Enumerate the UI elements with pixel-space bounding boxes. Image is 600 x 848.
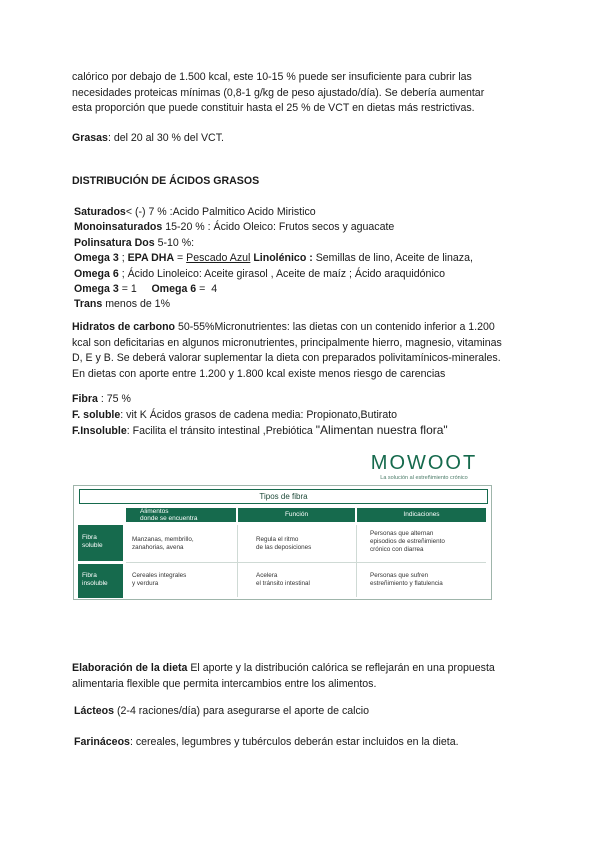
hidratos-text-1: 50-55%Micronutrientes: las dietas con un contenido inferior a 1.200	[175, 321, 495, 333]
pescado-azul-text: Pescado Azul	[186, 252, 251, 265]
saturados-text: < (-) 7 % :Acido Palmitico Acido Miristico	[125, 206, 316, 218]
row2-label-line-1: Fibra	[82, 572, 97, 579]
hidratos-line-2: kcal son deficitarias en algunos micronutrientes, principalmente hierro, magnesio, vitaminas	[72, 336, 502, 349]
fibra-text: : 75 %	[97, 393, 131, 405]
omega6-text: ; Ácido Linoleico: Aceite girasol , Aceite de maíz ; Ácido araquidónico	[118, 267, 445, 280]
row2-func-line-2: el tránsito intestinal	[256, 580, 310, 587]
mono-label: Monoinsaturados	[74, 221, 163, 234]
logo-wordmark: MOWOOT	[370, 452, 478, 474]
farinaceos-text: : cereales, legumbres y tubérculos deberán estar incluidos en la dieta.	[129, 736, 459, 748]
elaboracion-line-1	[72, 661, 532, 677]
row1-indicaciones	[370, 530, 445, 554]
polinsaturados-line	[74, 236, 534, 251]
elaboracion-paragraph	[72, 661, 532, 692]
row-label-fibra-insoluble	[78, 564, 123, 598]
row2-func-line-1: Acelera	[256, 572, 278, 579]
row2-funcion	[256, 572, 310, 588]
header-alimentos	[126, 508, 236, 522]
epa-eq: =	[174, 252, 187, 265]
monoinsaturados-line	[74, 220, 534, 235]
header-alimentos-line-1: Alimentos	[140, 508, 169, 515]
farinaceos-paragraph	[74, 735, 534, 751]
mono-text: 15-20 % : Ácido Oleico: Frutos secos y aguacate	[162, 221, 395, 234]
omega3-line	[74, 251, 534, 266]
fibra-soluble-text: : vit K Ácidos grasos de cadena media: Propionato,Butirato	[120, 408, 398, 421]
row-label-fibra-soluble	[78, 525, 123, 561]
trans-label: Trans	[74, 298, 103, 311]
hidratos-line-1	[72, 320, 532, 336]
fibra-line	[72, 392, 532, 408]
omega6-line	[74, 267, 534, 282]
figure-title: Tipos de fibra	[79, 489, 488, 504]
epa-dha-label: EPA DHA	[127, 252, 175, 265]
hidratos-line-4: En dietas con aporte entre 1.200 y 1.800 kcal existe menos riesgo de carencias	[72, 367, 446, 380]
fibra-insoluble-quote: "Alimentan nuestra flora"	[315, 423, 448, 438]
header-funcion: Función	[238, 508, 355, 522]
row1-alimentos	[132, 536, 194, 552]
row1-food-line-1: Manzanas, membrillo,	[132, 536, 194, 543]
linolenico-label: Linolénico :	[250, 252, 313, 265]
elaboracion-line-2: alimentaria flexible que permita intercambios entre los alimentos.	[72, 677, 377, 690]
trans-text: menos de 1%	[102, 298, 170, 311]
row2-food-line-2: y verdura	[132, 580, 159, 587]
row1-ind-line-2: episodios de estreñimiento	[370, 538, 445, 545]
poli-label: Polinsatura Dos	[74, 236, 155, 249]
logo-tagline: La solución al estreñimiento crónico	[380, 475, 468, 481]
grasas-paragraph	[72, 131, 532, 147]
section-heading: DISTRIBUCIÓN DE ÁCIDOS GRASOS	[72, 175, 260, 187]
fibra-paragraph	[72, 392, 532, 440]
lacteos-paragraph	[74, 704, 534, 720]
fibra-insoluble-text: : Facilita el tránsito intestinal ,Prebiótica	[126, 425, 316, 438]
row1-food-line-2: zanahorias, avena	[132, 544, 184, 551]
omega-ratio-line	[74, 282, 534, 297]
row1-label-line-2: soluble	[82, 542, 103, 549]
intro-paragraph	[72, 70, 532, 117]
row2-indicaciones	[370, 572, 443, 588]
intro-line-3: esta proporción que puede constituir hasta el 25 % de VCT en dietas más restrictivas.	[72, 102, 475, 115]
row1-func-line-1: Regula el ritmo	[256, 536, 299, 543]
row1-func-line-2: de las deposiciones	[256, 544, 312, 551]
row2-food-line-1: Cereales integrales	[132, 572, 187, 579]
hidratos-paragraph	[72, 320, 532, 382]
omega6-label: Omega 6	[74, 267, 119, 280]
row1-funcion	[256, 536, 311, 552]
fibra-soluble-label: F. soluble	[72, 408, 121, 421]
grasas-label: Grasas	[72, 132, 108, 144]
ratio-eq-2: = 4	[196, 282, 218, 295]
ratio-eq-1: = 1	[118, 282, 152, 295]
fiber-types-figure	[73, 485, 492, 600]
linolenico-text: Semillas de lino, Aceite de linaza,	[312, 252, 473, 265]
saturados-line	[74, 205, 534, 220]
row2-label-line-2: insoluble	[82, 580, 108, 587]
mowoot-logo	[358, 452, 490, 482]
row2-ind-line-1: Personas que sufren	[370, 572, 429, 579]
omega3-label: Omega 3	[74, 252, 119, 265]
hidratos-line-3: D, E y B. Se deberá valorar suplementar la dieta con preparados polivitamínicos-minerales.	[72, 352, 501, 365]
intro-line-1: calórico por debajo de 1.500 kcal, este 10-15 % puede ser insuficiente para cubrir las	[72, 71, 472, 83]
hidratos-label: Hidratos de carbono	[72, 321, 176, 333]
saturados-label: Saturados	[74, 206, 126, 218]
row2-alimentos	[132, 572, 186, 588]
fibra-insoluble-label: F.Insoluble	[72, 425, 127, 438]
fatty-acids-list	[74, 205, 534, 313]
row2-ind-line-2: estreñimiento y flatulencia	[370, 580, 443, 587]
fibra-soluble-line	[72, 408, 532, 424]
elaboracion-label: Elaboración de la dieta	[72, 662, 188, 674]
table-divider	[356, 525, 357, 597]
farinaceos-label: Farináceos	[74, 736, 130, 748]
row1-label-line-1: Fibra	[82, 534, 97, 541]
omega3-sep: ;	[118, 252, 128, 265]
row1-ind-line-1: Personas que alternan	[370, 530, 434, 537]
intro-line-2: necesidades proteicas mínimas (0,8-1 g/kg de peso ajustado/día). Se debería aumentar	[72, 86, 485, 99]
fibra-label: Fibra	[72, 393, 98, 405]
grasas-text: : del 20 al 30 % del VCT.	[107, 132, 224, 144]
elaboracion-text-1: El aporte y la distribución calórica se reflejarán en una propuesta	[187, 662, 495, 674]
trans-line	[74, 297, 534, 312]
poli-text: 5-10 %:	[154, 236, 195, 249]
table-divider	[126, 562, 486, 563]
table-divider	[237, 525, 238, 597]
ratio-omega3-label: Omega 3	[74, 282, 119, 295]
fibra-insoluble-line	[72, 423, 532, 440]
lacteos-label: Lácteos	[74, 705, 115, 717]
ratio-omega6-label: Omega 6	[151, 282, 197, 295]
header-alimentos-line-2: donde se encuentra	[140, 515, 198, 522]
header-indicaciones: Indicaciones	[357, 508, 486, 522]
lacteos-text: (2-4 raciones/día) para asegurarse el aporte de calcio	[114, 705, 370, 717]
row1-ind-line-3: crónico con diarrea	[370, 546, 424, 553]
